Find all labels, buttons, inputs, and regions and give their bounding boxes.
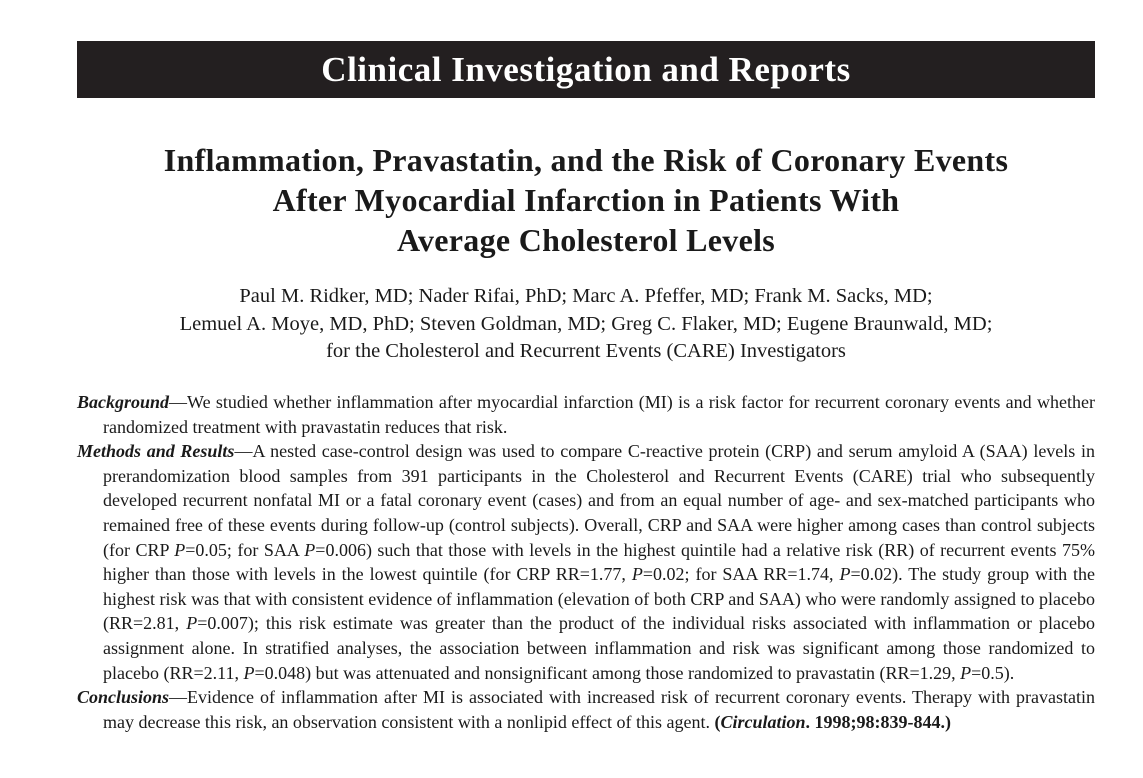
abstract-methods-results (77, 439, 1095, 685)
author-line-2: Lemuel A. Moye, MD, PhD; Steven Goldman, MD; Greg C. Flaker, MD; Eugene Braunwald, MD; (179, 312, 993, 335)
title-line-1: Inflammation, Pravastatin, and the Risk of Coronary Events (163, 142, 1009, 178)
citation-journal: Circulation (720, 711, 806, 732)
p-value-symbol: P (839, 564, 851, 585)
methods-label: Methods and Results (77, 441, 235, 462)
p-value-symbol: P (243, 662, 255, 683)
p-value-symbol: P (186, 613, 198, 634)
author-line-1: Paul M. Ridker, MD; Nader Rifai, PhD; Marc A. Pfeffer, MD; Frank M. Sacks, MD; (239, 285, 933, 307)
citation-details: . 1998;98:839-844.) (805, 711, 952, 732)
title-line-2: After Myocardial Infarction in Patients With (272, 182, 900, 218)
background-label: Background (77, 392, 170, 412)
p-value-symbol: P (304, 539, 316, 560)
p-value-symbol: P (960, 662, 972, 683)
methods-text: =0.05; for SAA (185, 539, 305, 560)
citation (715, 712, 952, 732)
author-list (40, 283, 1132, 366)
section-banner-text: Clinical Investigation and Reports (321, 50, 851, 89)
abstract-background (77, 390, 1095, 439)
methods-text: =0.02). The study group with the highest risk was that with consistent evidence of inflammation (elevation of both CRP and SAA) who were randomly assigned to placebo (RR=2.81, (103, 564, 1096, 634)
article-title (40, 140, 1132, 260)
p-value-symbol: P (174, 539, 186, 560)
title-line-3: Average Cholesterol Levels (396, 222, 776, 258)
methods-text: =0.02; for SAA RR=1.74, (642, 564, 840, 585)
methods-text: =0.006) such that those with levels in the highest quintile had a relative risk (RR) of recurrent events 75% higher than those with levels in the lowest quintile (for CRP RR=1.77, (103, 539, 1095, 585)
author-line-3: for the Cholesterol and Recurrent Events (CARE) Investigators (326, 340, 846, 362)
p-value-symbol: P (631, 564, 643, 585)
abstract-conclusions (77, 685, 1095, 734)
conclusions-label: Conclusions (77, 687, 170, 708)
abstract (77, 390, 1095, 734)
methods-text: =0.5). (971, 662, 1015, 683)
conclusions-text: —Evidence of inflammation after MI is associated with increased risk of recurrent coronary events. Therapy with pravastatin may decrease this risk, an observation consistent with a nonlipid effect of this agent. (103, 687, 1095, 732)
background-text: —We studied whether inflammation after myocardial infarction (MI) is a risk factor for recurrent coronary events and whether randomized treatment with pravastatin reduces that risk. (103, 392, 1095, 437)
methods-text: =0.007); this risk estimate was greater than the product of the individual risks associated with inflammation or placebo assignment alone. In stratified analyses, the association between inflammation and risk was significant among those randomized to placebo (RR=2.11, (103, 613, 1095, 683)
methods-text: =0.048) but was attenuated and nonsignificant among those randomized to pravastatin (RR=1.29, (254, 662, 961, 683)
citation-open: ( (714, 711, 721, 732)
section-banner (77, 41, 1095, 98)
methods-text: —A nested case-control design was used to compare C-reactive protein (CRP) and serum amyloid A (SAA) levels in prerandomization blood samples from 391 participants in the Cholesterol and Recurrent Events (CARE) trial who subsequently developed recurrent nonfatal MI or a fatal coronary event (cases) and from an equal number of age- and sex-matched participants who remained free of these events during follow-up (control subjects). Overall, CRP and SAA were higher among cases than control subjects (for CRP (103, 441, 1095, 560)
